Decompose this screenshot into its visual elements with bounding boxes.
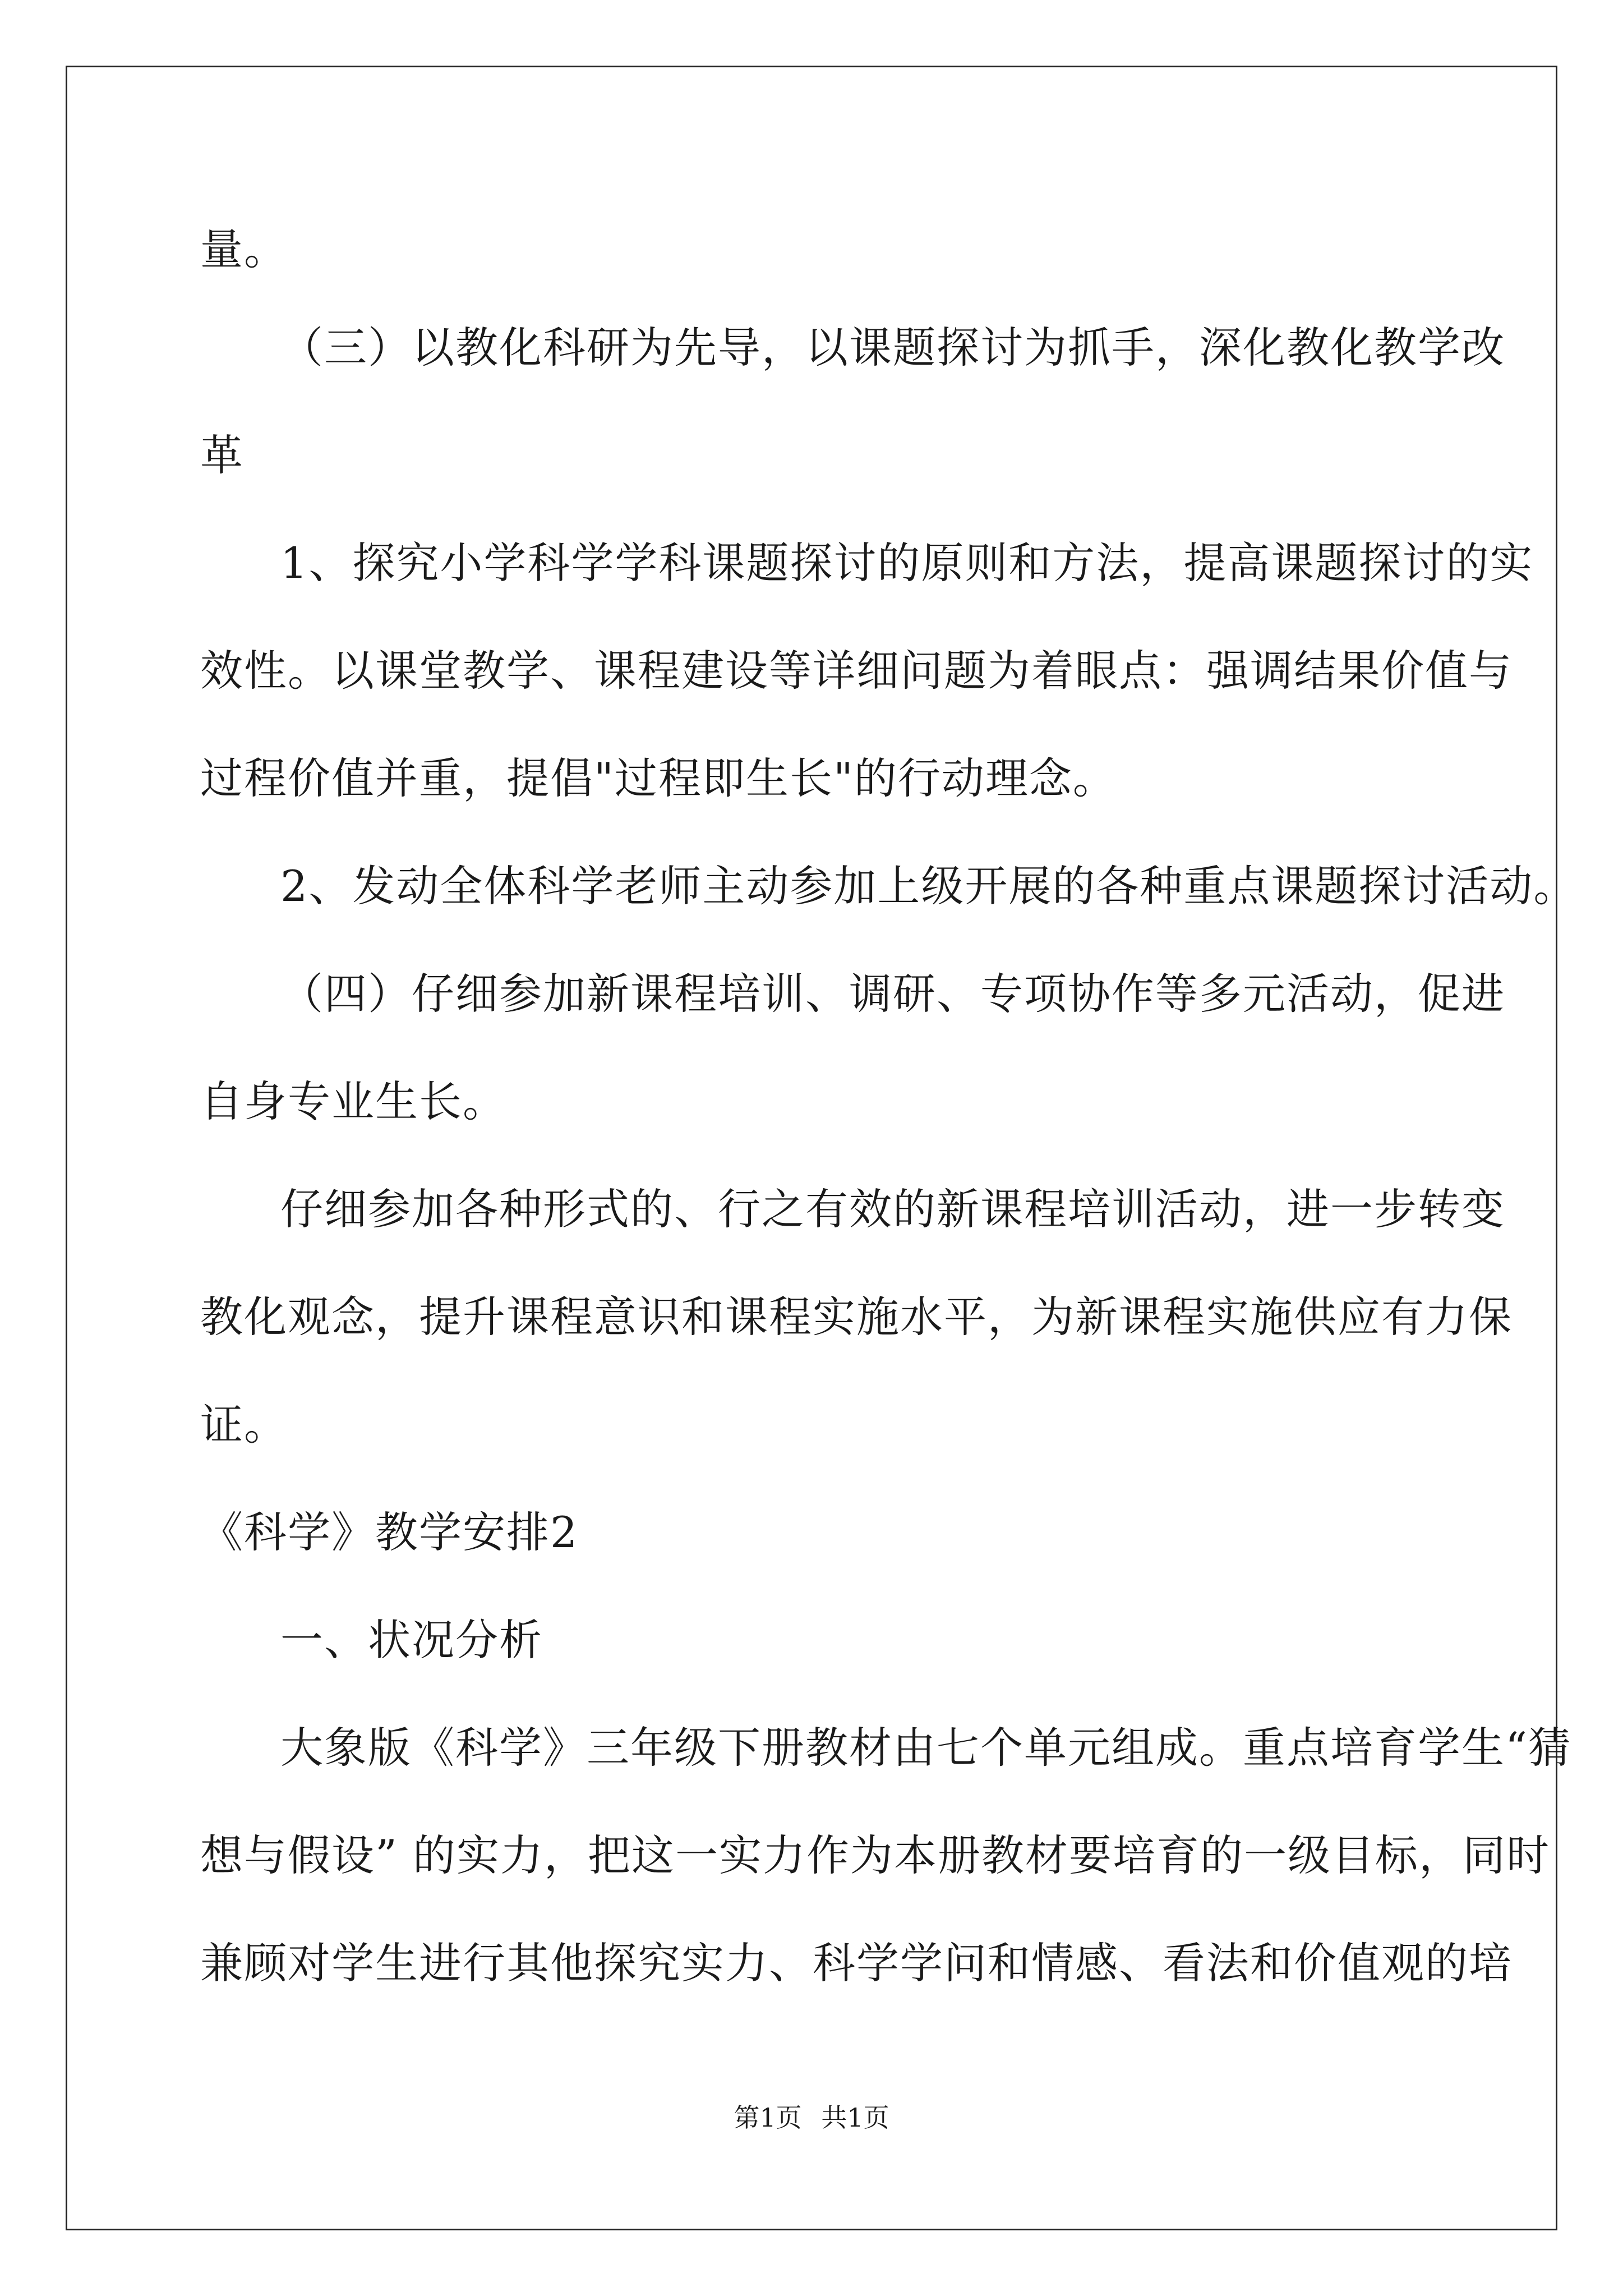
text-line: 效性。以课堂教学、课程建设等详细问题为着眼点：强调结果价值与 (200, 646, 1513, 696)
section-heading: （三）以教化科研为先导，以课题探讨为抓手，深化教化教学改 (280, 323, 1505, 372)
section-heading: 一、状况分析 (280, 1615, 543, 1665)
text-line: 想与假设” 的实力，把这一实力作为本册教材要培育的一级目标，同时 (200, 1830, 1551, 1880)
text-line: 自身专业生长。 (200, 1076, 506, 1126)
section-heading: （四）仔细参加新课程培训、调研、专项协作等多元活动，促进 (280, 969, 1505, 1019)
text-line: 过程价值并重，提倡"过程即生长"的行动理念。 (200, 753, 1117, 803)
text-line: 兼顾对学生进行其他探究实力、科学学问和情感、看法和价值观的培 (200, 1938, 1513, 1988)
page-footer (0, 2101, 1623, 2134)
text-line: 大象版《科学》三年级下册教材由七个单元组成。重点培育学生“猜 (280, 1723, 1572, 1773)
page-number: 第1页 (734, 2102, 802, 2133)
text-line: 教化观念，提升课程意识和课程实施水平，为新课程实施供应有力保 (200, 1292, 1513, 1342)
text-line: 证。 (200, 1400, 288, 1450)
page-border (66, 66, 1557, 2230)
text-line: 革 (200, 430, 244, 480)
text-line: 1、探究小学科学学科课题探讨的原则和方法，提高课题探讨的实 (280, 538, 1534, 588)
document-title: 《科学》教学安排2 (200, 1507, 579, 1557)
text-line: 仔细参加各种形式的、行之有效的新课程培训活动，进一步转变 (280, 1184, 1505, 1234)
text-line: 量。 (200, 224, 288, 274)
text-line: 2、发动全体科学老师主动参加上级开展的各种重点课题探讨活动。 (280, 861, 1578, 911)
page-total: 共1页 (821, 2102, 889, 2133)
